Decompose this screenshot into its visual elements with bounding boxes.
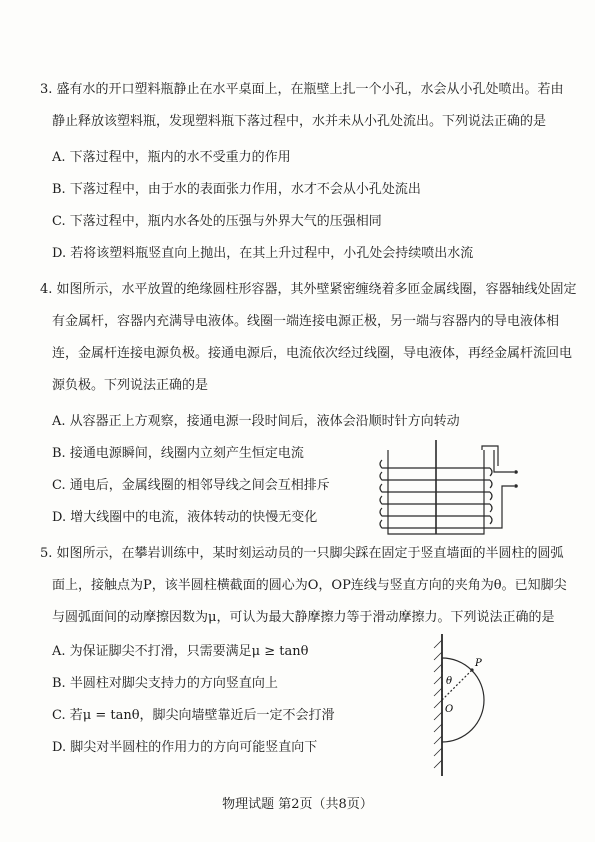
question-4-option-c: C. 通电后，金属线圈的相邻导线之间会互相排斥 xyxy=(52,478,330,493)
question-3-option-c: C. 下落过程中，瓶内水各处的压强与外界大气的压强相同 xyxy=(52,214,382,229)
question-4-line-4: 源负极。下列说法正确的是 xyxy=(52,378,209,393)
question-3-line-2: 静止释放该塑料瓶，发现塑料瓶下落过程中，水并未从小孔处流出。下列说法正确的是 xyxy=(52,114,547,129)
question-4-option-a: A. 从容器正上方观察，接通电源一段时间后，液体会沿顺时针方向转动 xyxy=(52,414,460,429)
page-footer: 物理试题 第2页（共8页） xyxy=(222,797,373,812)
question-4-line-1: 4. 如图所示，水平放置的绝缘圆柱形容器，其外壁紧密缠绕着多匝金属线圈，容器轴线处固定 xyxy=(40,282,577,297)
label-o: O xyxy=(445,704,454,715)
question-5-option-a: A. 为保证脚尖不打滑，只需要满足μ ≥ tanθ xyxy=(52,644,309,659)
question-4-figure xyxy=(378,436,528,542)
question-3-option-a: A. 下落过程中，瓶内的水不受重力的作用 xyxy=(52,150,291,165)
terminal-dot xyxy=(514,484,518,488)
question-5-line-1: 5. 如图所示，在攀岩训练中，某时刻运动员的一只脚尖踩在固定于竖直墙面的半圆柱的圆弧 xyxy=(40,546,564,561)
question-5-option-b: B. 半圆柱对脚尖支持力的方向竖直向上 xyxy=(52,676,278,691)
wall-hatching xyxy=(434,640,442,768)
question-3-option-d: D. 若将该塑料瓶竖直向上抛出，在其上升过程中，小孔处会持续喷出水流 xyxy=(52,246,474,261)
label-theta: θ xyxy=(446,676,453,687)
contact-point-p xyxy=(470,668,473,671)
question-4-option-b: B. 接通电源瞬间，线圈内立刻产生恒定电流 xyxy=(52,446,304,461)
question-4-line-2: 有金属杆，容器内充满导电液体。线圈一端连接电源正极，另一端与容器内的导电液体相 xyxy=(52,314,560,329)
question-3-option-b: B. 下落过程中，由于水的表面张力作用，水才不会从小孔处流出 xyxy=(52,182,421,197)
question-4-line-3: 连，金属杆连接电源负极。接通电源后，电流依次经过线圈，导电液体，再经金属杆流回电 xyxy=(52,346,573,361)
question-5-option-d: D. 脚尖对半圆柱的作用力的方向可能竖直向下 xyxy=(52,740,318,755)
question-5-option-c: C. 若μ = tanθ，脚尖向墙壁靠近后一定不会打滑 xyxy=(52,708,335,723)
terminal-dot xyxy=(514,470,518,474)
question-5-line-3: 与圆弧面间的动摩擦因数为μ，可认为最大静摩擦力等于滑动摩擦力。下列说法正确的是 xyxy=(52,610,555,625)
half-cylinder-arc xyxy=(442,658,484,742)
lead-wire-bottom xyxy=(490,486,514,528)
label-p: P xyxy=(475,658,482,669)
question-4-option-d: D. 增大线圈中的电流，液体转动的快慢无变化 xyxy=(52,510,318,525)
question-5-figure xyxy=(428,630,538,780)
question-3-line-1: 3. 盛有水的开口塑料瓶静止在水平桌面上，在瓶壁上扎一个小孔，水会从小孔处喷出。若由 xyxy=(40,82,564,97)
question-5-line-2: 面上，接触点为P，该半圆柱横截面的圆心为O，OP连线与竖直方向的夹角为θ。已知脚尖 xyxy=(52,578,567,593)
lead-wire-top xyxy=(494,450,514,472)
